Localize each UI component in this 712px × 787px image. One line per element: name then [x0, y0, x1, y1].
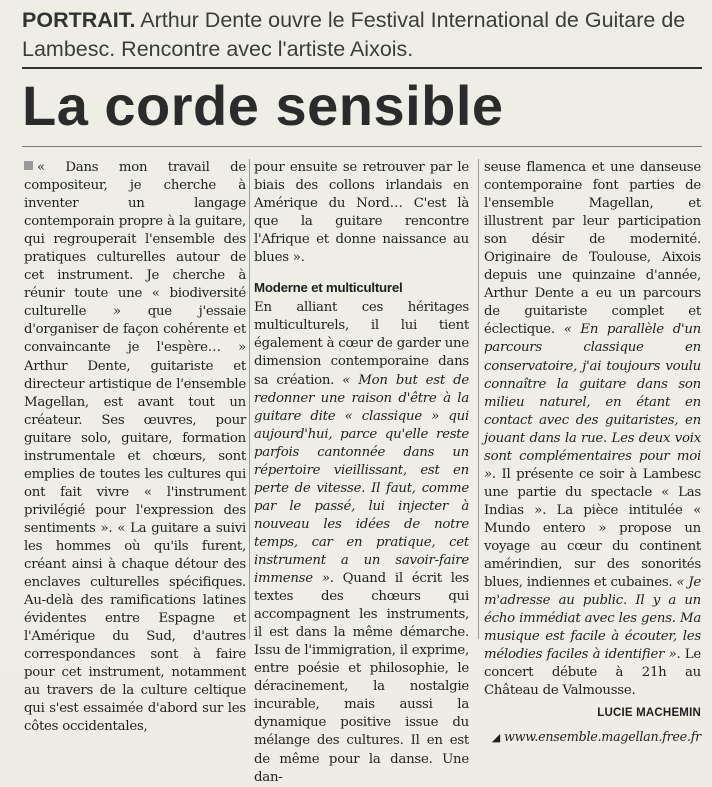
website-link[interactable]: [484, 728, 701, 747]
column2-intro: pour ensuite se retrouver par le biais des collons irlandais en Amérique du Nord… C'est là que la guitare rencontre l'Afrique et donne naissance au blues ».: [254, 160, 469, 266]
headline-rule: [22, 146, 702, 147]
author-byline: LUCIE MACHEMIN: [597, 707, 701, 720]
column1-text: « Dans mon travail de compositeur, je cherche à inventer un langage contemporain propre à la guitare, qui regrouperait l'ensemble des pratiques culturelles autour de cet instrument. Je cherche à réunir toute une « biodiversité culturelle » que j'essaie d'organiser de façon cohérente et convaincante je l'espère… » Arthur Dente, guitariste et directeur artistique de l'ensemble Magellan, est avant tout un créateur. Ses œuvres, pour guitare solo, guitare, formation instrumentale et chœurs, sont emplies de toutes les cultures qui ont fait vivre « l'instrument privilégié pour l'expression des sentiments ». « La guitare a suivi les hommes où qu'ils furent, créant ainsi à chaque détour des enclaves culturelles spécifiques. Au-delà des ramifications latines évidentes entre Espagne et l'Amérique du Sud, d'autres correspondances sont à faire pour cet instrument, notamment au travers de la culture celtique qui s'est essaimée d'abord sur les côtes occidentales,: [24, 160, 246, 735]
article-column-2: [254, 159, 469, 787]
column2-text-b: Quand il écrit les textes des chœurs qui accompagnent les instruments, il est dans la même démarche. Issu de l'immigration, il exprime, entre poésie et philosophie, le déracinement, la nostalgie incurable, mais aussi la dynamique positive issue du mélange des cultures. Il en est de même pour la danse. Une dan-: [254, 571, 469, 785]
kicker-label: PORTRAIT.: [22, 8, 136, 32]
subheading: Moderne et multiculturel: [254, 280, 403, 296]
column3-quote-a: « En parallèle d'un parcours classique en conservatoire, j'ai toujours voulu connaître la guitare dans son milieu naturel, en étant en contact avec des guitaristes, en jouant dans la rue. Les deux voix sont complémentaires pour moi ».: [484, 322, 701, 482]
article-column-1: [24, 159, 246, 737]
arrow-icon: ◢: [491, 731, 500, 745]
article-column-3: [484, 159, 701, 748]
website-url: www.ensemble.magellan.free.fr: [504, 729, 701, 745]
top-rule: [22, 67, 702, 69]
paragraph-bullet-icon: [24, 161, 33, 170]
column3-quote-b: « Je m'adresse au public. Il y a un écho immédiat avec les gens. Ma musique est facile à écouter, les mélodies faciles à identifier ».: [484, 575, 701, 663]
column3-text-b: Il présente ce soir à Lambesc une partie du spectacle « Las Indias ». La pièce intitulée « Mundo entero » propose un voyage au cœur du continent amérindien, sur des sonorités blues, indiennes et cubaines.: [484, 466, 701, 591]
headline: La corde sensible: [22, 74, 504, 137]
column3-text-c: Le concert débute à 21h au Château de Valmousse.: [484, 647, 701, 699]
column2-quote: « Mon but est de redonner une raison d'être à la guitare dite « classique » qui aujourd'hui, parce qu'elle reste parfois cantonnée dans un répertoire vieillissant, est en perte de vitesse. Il faut, comme par le passé, lui injecter à nouveau les idées de notre temps, car en pratique, cet instrument a un savoir-faire immense ».: [254, 372, 469, 587]
column3-text-a: seuse flamenca et une danseuse contemporaine font parties de l'ensemble Magellan, et illustrent par leur participation son désir de modernité. Originaire de Toulouse, Aixois depuis une quinzaine d'année, Arthur Dente a eu un parcours de guitariste complet et éclectique.: [484, 160, 701, 338]
kicker-text: Arthur Dente ouvre le Festival International de Guitare de Lambesc. Rencontre avec l'artiste Aixois.: [22, 8, 686, 61]
column-divider: [478, 159, 479, 639]
column-divider: [249, 159, 250, 639]
kicker: [22, 6, 702, 64]
column2-text-a: En alliant ces héritages multiculturels, il lui tient également à cœur de garder une dimension contemporaine dans sa création.: [254, 300, 469, 388]
